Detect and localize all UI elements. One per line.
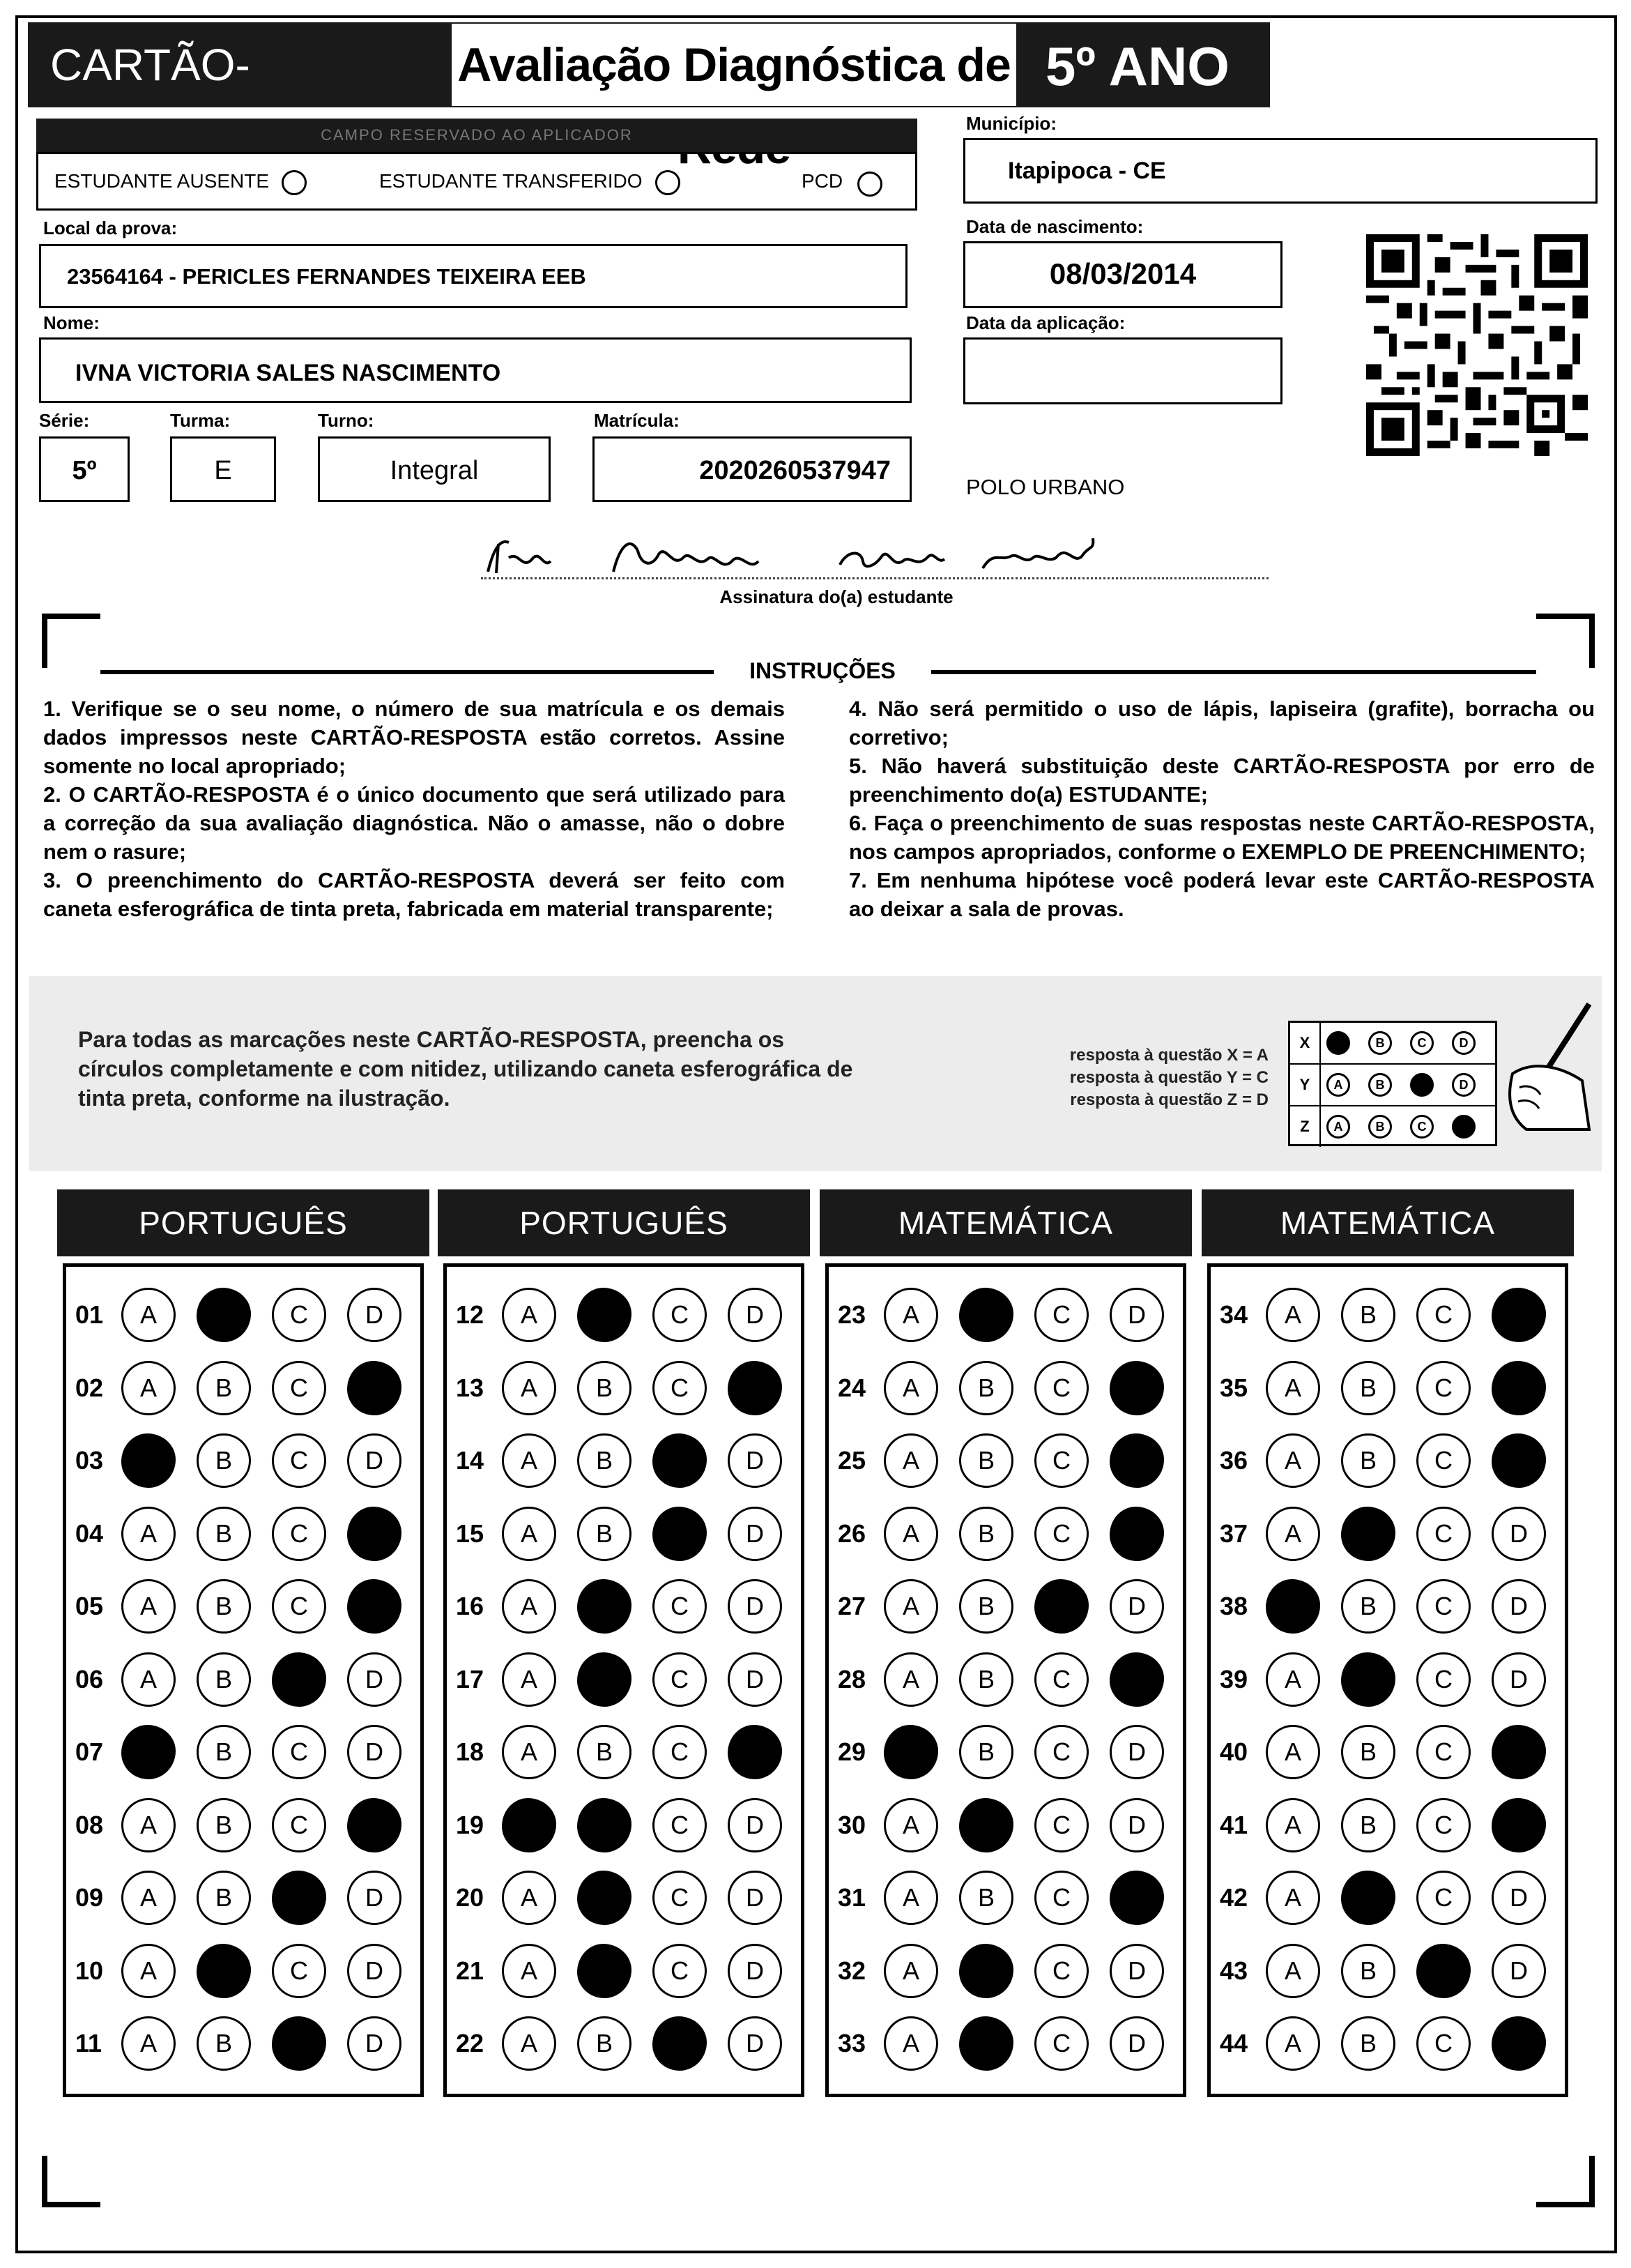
answer-bubble-10-d[interactable]: D: [347, 1944, 401, 1998]
section-title: PORTUGUÊS: [57, 1189, 429, 1256]
answer-bubble-25-a[interactable]: A: [884, 1433, 938, 1488]
example-bubble-a: A: [1326, 1031, 1350, 1055]
answer-bubble-03-a[interactable]: A: [121, 1433, 176, 1488]
answer-bubble-43-c[interactable]: C: [1416, 1944, 1471, 1998]
answer-bubble-30-c[interactable]: C: [1034, 1798, 1089, 1852]
answer-bubble-36-b[interactable]: B: [1341, 1433, 1395, 1488]
turma-value: E: [214, 456, 232, 485]
answer-bubble-32-c[interactable]: C: [1034, 1944, 1089, 1998]
answer-bubble-30-d[interactable]: D: [1110, 1798, 1164, 1852]
answer-bubble-09-c[interactable]: C: [272, 1871, 326, 1925]
section-title: PORTUGUÊS: [438, 1189, 810, 1256]
nascimento-label: Data de nascimento:: [966, 216, 1144, 237]
answer-bubble-30-a[interactable]: A: [884, 1798, 938, 1852]
answer-bubble-14-d[interactable]: D: [728, 1433, 782, 1488]
answer-bubble-12-c[interactable]: C: [652, 1288, 707, 1342]
absent-label: ESTUDANTE AUSENTE: [54, 170, 270, 192]
question-number: 22: [456, 2029, 484, 2057]
answer-bubble-29-c[interactable]: C: [1034, 1725, 1089, 1779]
answer-bubble-15-d[interactable]: D: [728, 1507, 782, 1561]
answer-bubble-43-b[interactable]: B: [1341, 1944, 1395, 1998]
answer-bubble-11-b[interactable]: B: [197, 2016, 251, 2071]
nome-label: Nome:: [43, 312, 100, 333]
answer-bubble-21-c[interactable]: C: [652, 1944, 707, 1998]
matricula-label: Matrícula:: [594, 410, 680, 431]
answer-bubble-02-b[interactable]: B: [197, 1361, 251, 1415]
question-number: 11: [75, 2029, 102, 2057]
answer-bubble-03-c[interactable]: C: [272, 1433, 326, 1488]
answer-bubble-41-c[interactable]: C: [1416, 1798, 1471, 1852]
answer-bubble-12-b[interactable]: B: [577, 1288, 631, 1342]
answer-bubble-07-a[interactable]: A: [121, 1725, 176, 1779]
example-key: resposta à questão X = A: [1069, 1046, 1269, 1065]
example-row-label: X: [1290, 1023, 1321, 1063]
question-number: 42: [1220, 1883, 1248, 1912]
answer-bubble-37-b[interactable]: B: [1341, 1507, 1395, 1561]
example-bubble-b: B: [1368, 1115, 1392, 1139]
example-bubble-b: B: [1368, 1073, 1392, 1097]
answer-bubble-25-b[interactable]: B: [959, 1433, 1013, 1488]
question-number: 24: [838, 1373, 866, 1402]
example-bubble-c: C: [1410, 1115, 1434, 1139]
example-bubble-a: A: [1326, 1073, 1350, 1097]
answer-bubble-27-a[interactable]: A: [884, 1579, 938, 1634]
answer-bubble-24-c[interactable]: C: [1034, 1361, 1089, 1415]
answer-bubble-26-d[interactable]: D: [1110, 1507, 1164, 1561]
answer-bubble-21-a[interactable]: A: [502, 1944, 556, 1998]
answer-bubble-09-a[interactable]: A: [121, 1871, 176, 1925]
header-grade: 5º ANO: [1046, 36, 1230, 97]
instruction-item: 4. Não será permitido o uso de lápis, lapiseira (grafite), borracha ou corretivo;: [849, 697, 1595, 749]
answer-bubble-24-b[interactable]: B: [959, 1361, 1013, 1415]
answer-bubble-26-b[interactable]: B: [959, 1507, 1013, 1561]
answer-bubble-18-a[interactable]: A: [502, 1725, 556, 1779]
answer-bubble-24-a[interactable]: A: [884, 1361, 938, 1415]
answer-bubble-42-c[interactable]: C: [1416, 1871, 1471, 1925]
answer-bubble-39-b[interactable]: B: [1341, 1652, 1395, 1707]
answer-bubble-43-d[interactable]: D: [1492, 1944, 1546, 1998]
answer-bubble-02-a[interactable]: A: [121, 1361, 176, 1415]
serie-value: 5º: [72, 456, 97, 485]
answer-bubble-37-c[interactable]: C: [1416, 1507, 1471, 1561]
example-bubble-b: B: [1368, 1031, 1392, 1055]
answer-bubble-13-a[interactable]: A: [502, 1361, 556, 1415]
answer-bubble-38-d[interactable]: D: [1492, 1579, 1546, 1634]
question-number: 04: [75, 1519, 104, 1548]
example-bubble-c: C: [1410, 1073, 1434, 1097]
pcd-checkbox[interactable]: [857, 172, 882, 197]
question-number: 21: [456, 1956, 484, 1985]
answer-bubble-26-a[interactable]: A: [884, 1507, 938, 1561]
local-label: Local da prova:: [43, 218, 178, 238]
question-number: 14: [456, 1446, 484, 1475]
answer-bubble-05-b[interactable]: B: [197, 1579, 251, 1634]
question-number: 09: [75, 1883, 104, 1912]
example-bubble-a: A: [1326, 1115, 1350, 1139]
answer-bubble-35-c[interactable]: C: [1416, 1361, 1471, 1415]
example-bubble-c: C: [1410, 1031, 1434, 1055]
answer-bubble-16-a[interactable]: A: [502, 1579, 556, 1634]
answer-bubble-42-d[interactable]: D: [1492, 1871, 1546, 1925]
answer-bubble-06-d[interactable]: D: [347, 1652, 401, 1707]
answer-bubble-36-d[interactable]: D: [1492, 1433, 1546, 1488]
example-key: resposta à questão Z = D: [1070, 1090, 1269, 1109]
question-number: 15: [456, 1519, 484, 1548]
question-number: 19: [456, 1810, 484, 1839]
turma-label: Turma:: [170, 410, 231, 431]
answer-bubble-39-c[interactable]: C: [1416, 1652, 1471, 1707]
answer-bubble-27-c[interactable]: C: [1034, 1579, 1089, 1634]
answer-bubble-18-b[interactable]: B: [577, 1725, 631, 1779]
instructions-rule-left: [100, 670, 714, 674]
question-number: 26: [838, 1519, 866, 1548]
pcd-label: PCD: [802, 170, 843, 192]
answer-bubble-22-d[interactable]: D: [728, 2016, 782, 2071]
answer-bubble-15-c[interactable]: C: [652, 1507, 707, 1561]
corner-mark-bottom-left: [42, 2156, 100, 2207]
reserved-heading: CAMPO RESERVADO AO APLICADOR: [36, 119, 917, 152]
question-number: 10: [75, 1956, 104, 1985]
answer-bubble-17-c[interactable]: C: [652, 1652, 707, 1707]
instruction-item: 1. Verifique se o seu nome, o número de sua matrícula e os demais dados impressos neste CARTÃO-RESPOSTA estão corretos. Assine somente no local apropriado;: [43, 697, 785, 778]
answer-bubble-23-c[interactable]: C: [1034, 1288, 1089, 1342]
question-number: 06: [75, 1664, 104, 1694]
answer-bubble-13-c[interactable]: C: [652, 1361, 707, 1415]
answer-bubble-10-b[interactable]: B: [197, 1944, 251, 1998]
hand-pen-icon: [1485, 997, 1596, 1136]
answer-bubble-19-a[interactable]: A: [502, 1798, 556, 1852]
answer-bubble-03-d[interactable]: D: [347, 1433, 401, 1488]
answer-bubble-18-d[interactable]: D: [728, 1725, 782, 1779]
question-number: 17: [456, 1664, 484, 1694]
answer-bubble-41-b[interactable]: B: [1341, 1798, 1395, 1852]
answer-bubble-36-a[interactable]: A: [1266, 1433, 1320, 1488]
answer-bubble-01-c[interactable]: C: [272, 1288, 326, 1342]
question-number: 43: [1220, 1956, 1248, 1985]
answer-bubble-33-b[interactable]: B: [959, 2016, 1013, 2071]
question-number: 13: [456, 1373, 484, 1402]
answer-bubble-33-c[interactable]: C: [1034, 2016, 1089, 2071]
instruction-item: 5. Não haverá substituição deste CARTÃO-RESPOSTA por erro de preenchimento do(a) ESTUDANTE;: [849, 754, 1595, 807]
answer-bubble-13-d[interactable]: D: [728, 1361, 782, 1415]
answer-bubble-32-b[interactable]: B: [959, 1944, 1013, 1998]
question-number: 32: [838, 1956, 866, 1985]
example-bubble-d: D: [1452, 1073, 1476, 1097]
municipio-value: Itapipoca - CE: [1008, 158, 1166, 184]
answer-bubble-21-d[interactable]: D: [728, 1944, 782, 1998]
answer-bubble-22-c[interactable]: C: [652, 2016, 707, 2071]
answer-bubble-28-b[interactable]: B: [959, 1652, 1013, 1707]
answer-bubble-16-c[interactable]: C: [652, 1579, 707, 1634]
answer-bubble-29-b[interactable]: B: [959, 1725, 1013, 1779]
signature-line: [481, 577, 1269, 579]
answer-bubble-20-c[interactable]: C: [652, 1871, 707, 1925]
answer-bubble-40-b[interactable]: B: [1341, 1725, 1395, 1779]
question-number: 01: [75, 1300, 104, 1329]
answer-bubble-23-a[interactable]: A: [884, 1288, 938, 1342]
answer-bubble-23-d[interactable]: D: [1110, 1288, 1164, 1342]
answer-bubble-14-a[interactable]: A: [502, 1433, 556, 1488]
answer-bubble-03-b[interactable]: B: [197, 1433, 251, 1488]
qr-code: [1366, 234, 1588, 456]
answer-bubble-39-a[interactable]: A: [1266, 1652, 1320, 1707]
answer-bubble-37-a[interactable]: A: [1266, 1507, 1320, 1561]
instruction-item: 3. O preenchimento do CARTÃO-RESPOSTA deverá ser feito com caneta esferográfica de tinta preta, fabricada em material transparente;: [43, 868, 785, 921]
answer-bubble-17-d[interactable]: D: [728, 1652, 782, 1707]
answer-bubble-38-c[interactable]: C: [1416, 1579, 1471, 1634]
answer-bubble-43-a[interactable]: A: [1266, 1944, 1320, 1998]
answer-bubble-44-c[interactable]: C: [1416, 2016, 1471, 2071]
example-row: [1290, 1065, 1495, 1106]
answer-bubble-22-b[interactable]: B: [577, 2016, 631, 2071]
answer-bubble-08-a[interactable]: A: [121, 1798, 176, 1852]
transferred-label: ESTUDANTE TRANSFERIDO: [379, 170, 643, 192]
example-bubble-d: D: [1452, 1031, 1476, 1055]
answer-bubble-25-d[interactable]: D: [1110, 1433, 1164, 1488]
answer-bubble-12-a[interactable]: A: [502, 1288, 556, 1342]
answer-bubble-19-c[interactable]: C: [652, 1798, 707, 1852]
answer-bubble-07-d[interactable]: D: [347, 1725, 401, 1779]
answer-bubble-31-c[interactable]: C: [1034, 1871, 1089, 1925]
answer-bubble-30-b[interactable]: B: [959, 1798, 1013, 1852]
question-number: 02: [75, 1373, 104, 1402]
answer-bubble-16-b[interactable]: B: [577, 1579, 631, 1634]
question-number: 03: [75, 1446, 104, 1475]
question-number: 33: [838, 2029, 866, 2057]
answer-bubble-14-c[interactable]: C: [652, 1433, 707, 1488]
answer-bubble-36-c[interactable]: C: [1416, 1433, 1471, 1488]
question-number: 41: [1220, 1810, 1248, 1839]
question-number: 16: [456, 1592, 484, 1620]
answer-bubble-44-a[interactable]: A: [1266, 2016, 1320, 2071]
answer-bubble-44-d[interactable]: D: [1492, 2016, 1546, 2071]
answer-bubble-41-d[interactable]: D: [1492, 1798, 1546, 1852]
answer-bubble-08-b[interactable]: B: [197, 1798, 251, 1852]
answer-bubble-25-c[interactable]: C: [1034, 1433, 1089, 1488]
answer-bubble-29-a[interactable]: A: [884, 1725, 938, 1779]
question-number: 34: [1220, 1300, 1248, 1329]
header-title: CARTÃO-: [50, 40, 250, 90]
answer-bubble-24-d[interactable]: D: [1110, 1361, 1164, 1415]
question-number: 37: [1220, 1519, 1248, 1548]
answer-bubble-08-d[interactable]: D: [347, 1798, 401, 1852]
answer-bubble-31-b[interactable]: B: [959, 1871, 1013, 1925]
answer-bubble-11-d[interactable]: D: [347, 2016, 401, 2071]
section-title: MATEMÁTICA: [1202, 1189, 1574, 1256]
serie-label: Série:: [39, 410, 90, 431]
answer-bubble-39-d[interactable]: D: [1492, 1652, 1546, 1707]
answer-bubble-14-b[interactable]: B: [577, 1433, 631, 1488]
answer-bubble-42-a[interactable]: A: [1266, 1871, 1320, 1925]
example-row: [1290, 1106, 1495, 1148]
question-number: 08: [75, 1810, 104, 1839]
corner-mark-top-left: [42, 614, 100, 668]
instruction-item: 6. Faça o preenchimento de suas respostas neste CARTÃO-RESPOSTA, nos campos apropriados, conforme o EXEMPLO DE PREENCHIMENTO;: [849, 811, 1595, 864]
aplicacao-value: [963, 339, 1282, 402]
answer-bubble-13-b[interactable]: B: [577, 1361, 631, 1415]
question-number: 05: [75, 1592, 104, 1620]
example-bubble-d: D: [1452, 1115, 1476, 1139]
question-number: 25: [838, 1446, 866, 1475]
answer-bubble-44-b[interactable]: B: [1341, 2016, 1395, 2071]
answer-bubble-28-c[interactable]: C: [1034, 1652, 1089, 1707]
question-number: 44: [1220, 2029, 1248, 2057]
example-row: [1290, 1023, 1495, 1065]
answer-bubble-09-d[interactable]: D: [347, 1871, 401, 1925]
answer-bubble-11-c[interactable]: C: [272, 2016, 326, 2071]
answer-bubble-05-d[interactable]: D: [347, 1579, 401, 1634]
answer-bubble-31-d[interactable]: D: [1110, 1871, 1164, 1925]
answer-bubble-19-d[interactable]: D: [728, 1798, 782, 1852]
answer-bubble-22-a[interactable]: A: [502, 2016, 556, 2071]
turno-label: Turno:: [318, 410, 374, 431]
instruction-item: 7. Em nenhuma hipótese você poderá levar este CARTÃO-RESPOSTA ao deixar a sala de provas.: [849, 868, 1595, 921]
question-number: 28: [838, 1664, 866, 1694]
answer-bubble-23-b[interactable]: B: [959, 1288, 1013, 1342]
answer-bubble-17-a[interactable]: A: [502, 1652, 556, 1707]
signature-scribble: [481, 530, 1269, 580]
answer-bubble-02-d[interactable]: D: [347, 1361, 401, 1415]
nome-value: IVNA VICTORIA SALES NASCIMENTO: [75, 360, 501, 386]
answer-bubble-35-a[interactable]: A: [1266, 1361, 1320, 1415]
answer-bubble-20-b[interactable]: B: [577, 1871, 631, 1925]
instruction-item: 2. O CARTÃO-RESPOSTA é o único documento que será utilizado para a correção da sua avaliação diagnóstica. Não o amasse, não o dobre nem o rasure;: [43, 782, 785, 864]
answer-bubble-38-b[interactable]: B: [1341, 1579, 1395, 1634]
signature-label: Assinatura do(a) estudante: [719, 586, 954, 607]
answer-bubble-04-b[interactable]: B: [197, 1507, 251, 1561]
header-subtitle: Avaliação Diagnóstica de: [457, 38, 1011, 91]
answer-bubble-29-d[interactable]: D: [1110, 1725, 1164, 1779]
answer-bubble-04-c[interactable]: C: [272, 1507, 326, 1561]
answer-bubble-05-a[interactable]: A: [121, 1579, 176, 1634]
answer-bubble-01-b[interactable]: B: [197, 1288, 251, 1342]
answer-bubble-31-a[interactable]: A: [884, 1871, 938, 1925]
answer-bubble-06-b[interactable]: B: [197, 1652, 251, 1707]
question-number: 35: [1220, 1373, 1248, 1402]
answer-bubble-40-c[interactable]: C: [1416, 1725, 1471, 1779]
question-number: 27: [838, 1592, 866, 1620]
answer-bubble-16-d[interactable]: D: [728, 1579, 782, 1634]
answer-bubble-04-d[interactable]: D: [347, 1507, 401, 1561]
answer-bubble-20-d[interactable]: D: [728, 1871, 782, 1925]
answer-bubble-09-b[interactable]: B: [197, 1871, 251, 1925]
answer-bubble-08-c[interactable]: C: [272, 1798, 326, 1852]
answer-bubble-01-d[interactable]: D: [347, 1288, 401, 1342]
answer-bubble-10-a[interactable]: A: [121, 1944, 176, 1998]
answer-bubble-18-c[interactable]: C: [652, 1725, 707, 1779]
example-row-label: Y: [1290, 1065, 1321, 1105]
example-key: resposta à questão Y = C: [1069, 1068, 1269, 1087]
matricula-value: 2020260537947: [699, 456, 891, 485]
answer-bubble-05-c[interactable]: C: [272, 1579, 326, 1634]
answer-bubble-06-c[interactable]: C: [272, 1652, 326, 1707]
absent-checkbox[interactable]: [282, 170, 307, 195]
answer-bubble-34-b[interactable]: B: [1341, 1288, 1395, 1342]
answer-bubble-15-a[interactable]: A: [502, 1507, 556, 1561]
question-number: 12: [456, 1300, 484, 1329]
answer-bubble-06-a[interactable]: A: [121, 1652, 176, 1707]
question-number: 31: [838, 1883, 866, 1912]
answer-bubble-02-c[interactable]: C: [272, 1361, 326, 1415]
answer-bubble-27-b[interactable]: B: [959, 1579, 1013, 1634]
instructions-right-column: [849, 694, 1595, 923]
answer-bubble-32-a[interactable]: A: [884, 1944, 938, 1998]
answer-bubble-15-b[interactable]: B: [577, 1507, 631, 1561]
question-number: 38: [1220, 1592, 1248, 1620]
local-value: 23564164 - PERICLES FERNANDES TEIXEIRA EEB: [67, 264, 586, 289]
question-number: 18: [456, 1737, 484, 1766]
question-number: 23: [838, 1300, 866, 1329]
answer-bubble-34-a[interactable]: A: [1266, 1288, 1320, 1342]
answer-bubble-33-d[interactable]: D: [1110, 2016, 1164, 2071]
answer-bubble-34-d[interactable]: D: [1492, 1288, 1546, 1342]
example-row-label: Z: [1290, 1106, 1321, 1147]
answer-bubble-07-b[interactable]: B: [197, 1725, 251, 1779]
question-number: 20: [456, 1883, 484, 1912]
answer-bubble-12-d[interactable]: D: [728, 1288, 782, 1342]
corner-mark-top-right: [1536, 614, 1595, 668]
answer-bubble-26-c[interactable]: C: [1034, 1507, 1089, 1561]
question-number: 30: [838, 1810, 866, 1839]
answer-bubble-37-d[interactable]: D: [1492, 1507, 1546, 1561]
answer-bubble-10-c[interactable]: C: [272, 1944, 326, 1998]
answer-bubble-35-b[interactable]: B: [1341, 1361, 1395, 1415]
example-keys: [1004, 1044, 1269, 1111]
example-text: Para todas as marcações neste CARTÃO-RESPOSTA, preencha os círculos completamente e com nitidez, utilizando caneta esferográfica de tinta preta, conforme na ilustração.: [78, 1027, 853, 1111]
answer-bubble-35-d[interactable]: D: [1492, 1361, 1546, 1415]
municipio-label: Município:: [966, 113, 1057, 134]
answer-bubble-27-d[interactable]: D: [1110, 1579, 1164, 1634]
answer-bubble-04-a[interactable]: A: [121, 1507, 176, 1561]
question-number: 07: [75, 1737, 104, 1766]
section-title: MATEMÁTICA: [820, 1189, 1192, 1256]
answer-bubble-42-b[interactable]: B: [1341, 1871, 1395, 1925]
answer-bubble-07-c[interactable]: C: [272, 1725, 326, 1779]
answer-bubble-32-d[interactable]: D: [1110, 1944, 1164, 1998]
answer-bubble-21-b[interactable]: B: [577, 1944, 631, 1998]
answer-bubble-20-a[interactable]: A: [502, 1871, 556, 1925]
answer-bubble-01-a[interactable]: A: [121, 1288, 176, 1342]
answer-bubble-11-a[interactable]: A: [121, 2016, 176, 2071]
instructions-rule-right: [931, 670, 1536, 674]
turno-value: Integral: [390, 456, 479, 485]
corner-mark-bottom-right: [1536, 2156, 1595, 2207]
answer-bubble-40-a[interactable]: A: [1266, 1725, 1320, 1779]
instructions-title: INSTRUÇÕES: [718, 655, 927, 686]
question-number: 29: [838, 1737, 866, 1766]
nascimento-value: 08/03/2014: [1049, 257, 1197, 290]
instructions-left-column: [43, 694, 785, 923]
polo: POLO URBANO: [966, 475, 1125, 499]
example-table: [1288, 1021, 1497, 1146]
question-number: 36: [1220, 1446, 1248, 1475]
answer-bubble-40-d[interactable]: D: [1492, 1725, 1546, 1779]
answer-bubble-17-b[interactable]: B: [577, 1652, 631, 1707]
answer-bubble-38-a[interactable]: A: [1266, 1579, 1320, 1634]
aplicacao-label: Data da aplicação:: [966, 312, 1126, 333]
question-number: 40: [1220, 1737, 1248, 1766]
answer-bubble-34-c[interactable]: C: [1416, 1288, 1471, 1342]
transferred-checkbox[interactable]: [655, 170, 680, 195]
question-number: 39: [1220, 1664, 1248, 1694]
answer-bubble-33-a[interactable]: A: [884, 2016, 938, 2071]
answer-bubble-19-b[interactable]: B: [577, 1798, 631, 1852]
answer-bubble-28-d[interactable]: D: [1110, 1652, 1164, 1707]
answer-bubble-41-a[interactable]: A: [1266, 1798, 1320, 1852]
answer-bubble-28-a[interactable]: A: [884, 1652, 938, 1707]
